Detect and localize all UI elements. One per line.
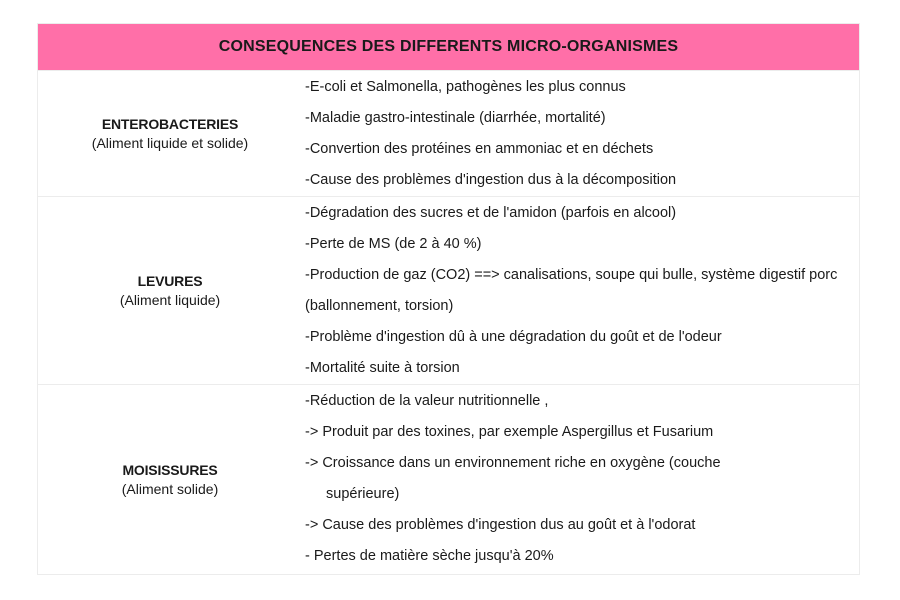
items-cell	[302, 197, 860, 385]
items-cell	[302, 385, 860, 575]
table-title: CONSEQUENCES DES DIFFERENTS MICRO-ORGANISMES	[38, 24, 860, 71]
list-item: -Cause des problèmes d'ingestion dus à la décomposition	[305, 172, 677, 188]
list-item: -Production de gaz (CO2) ==> canalisations, soupe qui bulle, système digestif porc (ballonnement, torsion)	[305, 267, 838, 314]
category-name: ENTEROBACTERIES	[101, 115, 239, 132]
list-item: -E-coli et Salmonella, pathogènes les plus connus	[305, 79, 626, 95]
list-item: -Perte de MS (de 2 à 40 %)	[305, 236, 482, 252]
category-cell	[38, 197, 303, 385]
list-item: -Mortalité suite à torsion	[305, 360, 460, 376]
items-cell	[302, 71, 860, 197]
list-item: -> Croissance dans un environnement riche en oxygène (couche	[305, 455, 721, 471]
category-cell	[38, 71, 303, 197]
list-item: -Réduction de la valeur nutritionnelle ,	[305, 393, 549, 409]
consequences-table	[37, 23, 860, 575]
list-item: -Maladie gastro-intestinale (diarrhée, mortalité)	[305, 110, 606, 126]
category-subtitle: (Aliment liquide et solide)	[91, 134, 249, 151]
list-item: -Convertion des protéines en ammoniac et en déchets	[305, 141, 654, 157]
table-row-enterobacteries	[38, 71, 860, 197]
category-name: MOISISSURES	[122, 461, 218, 478]
table-row-levures	[38, 197, 860, 385]
list-item: -Dégradation des sucres et de l'amidon (parfois en alcool)	[305, 205, 677, 221]
list-item: -> Cause des problèmes d'ingestion dus au goût et à l'odorat	[305, 517, 696, 533]
category-name: LEVURES	[137, 272, 203, 289]
list-item-continuation: supérieure)	[326, 486, 400, 502]
table-row-moisissures	[38, 385, 860, 575]
category-cell	[38, 385, 303, 575]
list-item: -Problème d'ingestion dû à une dégradation du goût et de l'odeur	[305, 329, 722, 345]
list-item: - Pertes de matière sèche jusqu'à 20%	[305, 548, 554, 564]
list-item: -> Produit par des toxines, par exemple Aspergillus et Fusarium	[305, 424, 714, 440]
category-subtitle: (Aliment liquide)	[119, 291, 221, 308]
category-subtitle: (Aliment solide)	[121, 480, 219, 497]
table-header-row	[38, 24, 860, 71]
